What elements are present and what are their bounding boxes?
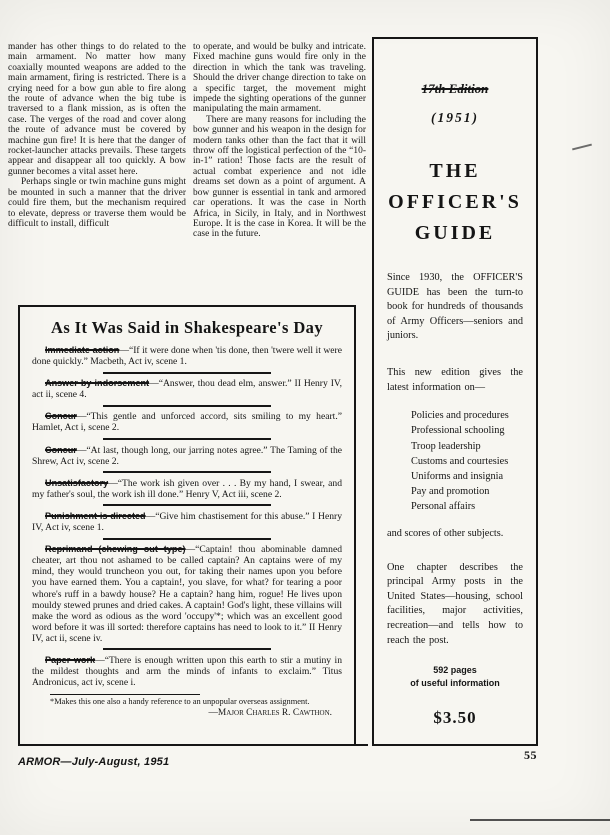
journal-footer: ARMOR—July-August, 1951 (18, 756, 170, 768)
scan-artifact-dash (572, 144, 592, 151)
quote-entry-text: —“Answer, thou dead elm, answer.” II Henry IV, act ii, scene 4. (32, 378, 342, 401)
ad-paragraph: This new edition gives the latest information on— (387, 366, 523, 393)
ad-year: (1951) (431, 110, 479, 125)
quote-box-title: As It Was Said in Shakespeare's Day (51, 318, 323, 337)
author-signature: —Major Charles R. Cawthon. (208, 708, 332, 719)
ad-topic: Personal affairs (411, 501, 476, 513)
ad-book-title (387, 156, 523, 249)
ad-pages-line: of useful information (410, 678, 500, 689)
quote-entry (32, 478, 342, 500)
entry-divider (103, 372, 271, 374)
ad-topic: Customs and courtesies (411, 455, 509, 467)
page-number: 55 (524, 748, 537, 762)
quote-entry-text: —“This gentle and unforced accord, sits smiling to my heart.” Hamlet, Act i, scene 2. (32, 411, 342, 434)
ad-paragraph: Since 1930, the OFFICER'S GUIDE has been the turn-to book for hundreds of thousands of Army Officers—seniors and juniors. (387, 272, 523, 342)
entry-divider (103, 405, 271, 407)
quote-entry-text: —“If it were done when 'tis done, then 'twere well it were done quickly.” Macbeth, Act iv, scene 1. (32, 345, 342, 368)
quote-entry-label: Unsatisfactory (45, 477, 109, 488)
quote-entry-label: Concur (45, 411, 77, 422)
quote-entry (32, 544, 342, 644)
ad-pages-line: 592 pages (433, 665, 477, 676)
entry-divider (103, 538, 271, 540)
ad-paragraph: and scores of other subjects. (387, 527, 504, 539)
ad-topic: Professional schooling (411, 425, 505, 437)
entry-divider (103, 504, 271, 506)
ad-topic: Troop leadership (411, 440, 481, 452)
ad-price: $3.50 (433, 708, 477, 728)
article-column-left (8, 42, 186, 229)
quote-entry-text: —“Give him chastisement for this abuse.” I Henry IV, Act iv, scene 1. (32, 510, 343, 534)
scan-artifact-line (470, 819, 610, 821)
footnote: *Makes this one also a handy reference to an unpopular overseas assignment. (50, 697, 310, 707)
quote-entry (32, 511, 342, 533)
ad-topic-list (387, 408, 523, 514)
entry-divider (103, 438, 271, 440)
quote-entry-label: Concur (45, 444, 77, 455)
entry-divider (103, 648, 271, 650)
article-paragraph: There are many reasons for including the bow gunner and his weapon in the design for modern tanks other than the fact that it will throw off the logistical perfection of the “10-in-1” ration! Those facts are the result of actual combat experience and not idle dreams set down as a point of argument. A bow gunner is essential in tank and armored car operations. It was the case in North Africa, in Sicily, in Italy, and in Northwest Europe. It is the case in Korea. It will be the case in the future. (193, 114, 366, 240)
quote-box (18, 305, 356, 746)
quote-entry (32, 378, 342, 400)
quote-entry-text: —“The work ish given over . . . By my hand, I swear, and my father's soul, the work ish ill done.” Henry V, Act iii, scene 2. (32, 477, 342, 500)
quote-entry (32, 445, 342, 467)
ad-topic: Pay and promotion (411, 486, 490, 498)
ad-title-line: GUIDE (414, 222, 496, 244)
footer-rule-extension (356, 744, 368, 746)
article-paragraph: to operate, and would be bulky and intricate. Fixed machine guns would fire only in the direction in which the tank was traveling. Should the driver change direction to take on a specific target, the movement might impede the sighting operations of the gunner manipulating the main armament. (193, 42, 366, 115)
footnote-divider (50, 694, 200, 695)
quote-entry-text: —“There is enough written upon this earth to stir a mutiny in the mildest thoughts and arm the minds of infants to exclaim.” Titus Andronicus, act iv, scene i. (32, 654, 342, 689)
quote-entry-label: Immediate action (45, 345, 120, 355)
quote-entry (32, 345, 342, 367)
article-column-right (193, 42, 366, 240)
quote-entry-text: —“Captain! thou abominable damned cheater, art thou not ashamed to be called captain? An captains were of my mind, they would truncheon you out, for taking their names upon you before you have earned them. You a captain!, you slave, for what? for tearing a poor whore's ruff in a bawdy house? He a captain? hang him, rogue! He lives upon mouldy stewed prunes and dried cakes. A captain! God's light, these villains will make the word as odious as the word 'occupy'*; which was an excellent good word before it was ill sorted: therefore captains has need to look to it.” II Henry IV, act ii, scene iv. (32, 544, 342, 644)
quote-entry (32, 655, 342, 688)
quote-entry-label: Answer by indorsement (45, 378, 150, 389)
ad-topic: Policies and procedures (411, 410, 509, 422)
ad-pages-info (387, 664, 523, 690)
ad-title-line: OFFICER'S (388, 191, 522, 213)
article-paragraph: mander has other things to do related to the main armament. No matter how many coaxially mounted weapons are added to the main armament, firing is restricted. There is a crying need for a bow gun able to fire along the route of advance when the big tube is traversed to a flank mission, as is often the case. The verges of the road and cover along the route of advance must be covered by machine gun fire! It is here that the danger of rocket-launcher attacks prevails. These targets appear and disappear all too quickly. A bow gunner becomes a vital asset here. (8, 42, 186, 177)
article-paragraph: Perhaps single or twin machine guns might be mounted in such a manner that the driver could fire them, but the mechanism required to elevate, depress or traverse them would be difficult to install, difficult (8, 177, 186, 229)
quote-entry (32, 411, 342, 433)
quote-entry-text: —“At last, though long, our jarring notes agree.” The Taming of the Shrew, Act iv, scene 2. (32, 444, 342, 467)
ad-paragraph: One chapter describes the principal Army posts in the United States—housing, school facilities, major activities, recreation—and tells how to reach the post. (387, 561, 523, 646)
entry-divider (103, 471, 271, 473)
quote-entry-label: Reprimand (chewing out type) (45, 544, 186, 555)
ad-edition: 17th Edition (421, 81, 489, 96)
officers-guide-ad (372, 37, 538, 746)
quote-entry-label: Paper work (45, 654, 96, 665)
quote-entry-label: Punishment is directed (45, 510, 146, 521)
ad-topic: Uniforms and insignia (411, 470, 504, 482)
ad-title-line: THE (429, 160, 481, 182)
